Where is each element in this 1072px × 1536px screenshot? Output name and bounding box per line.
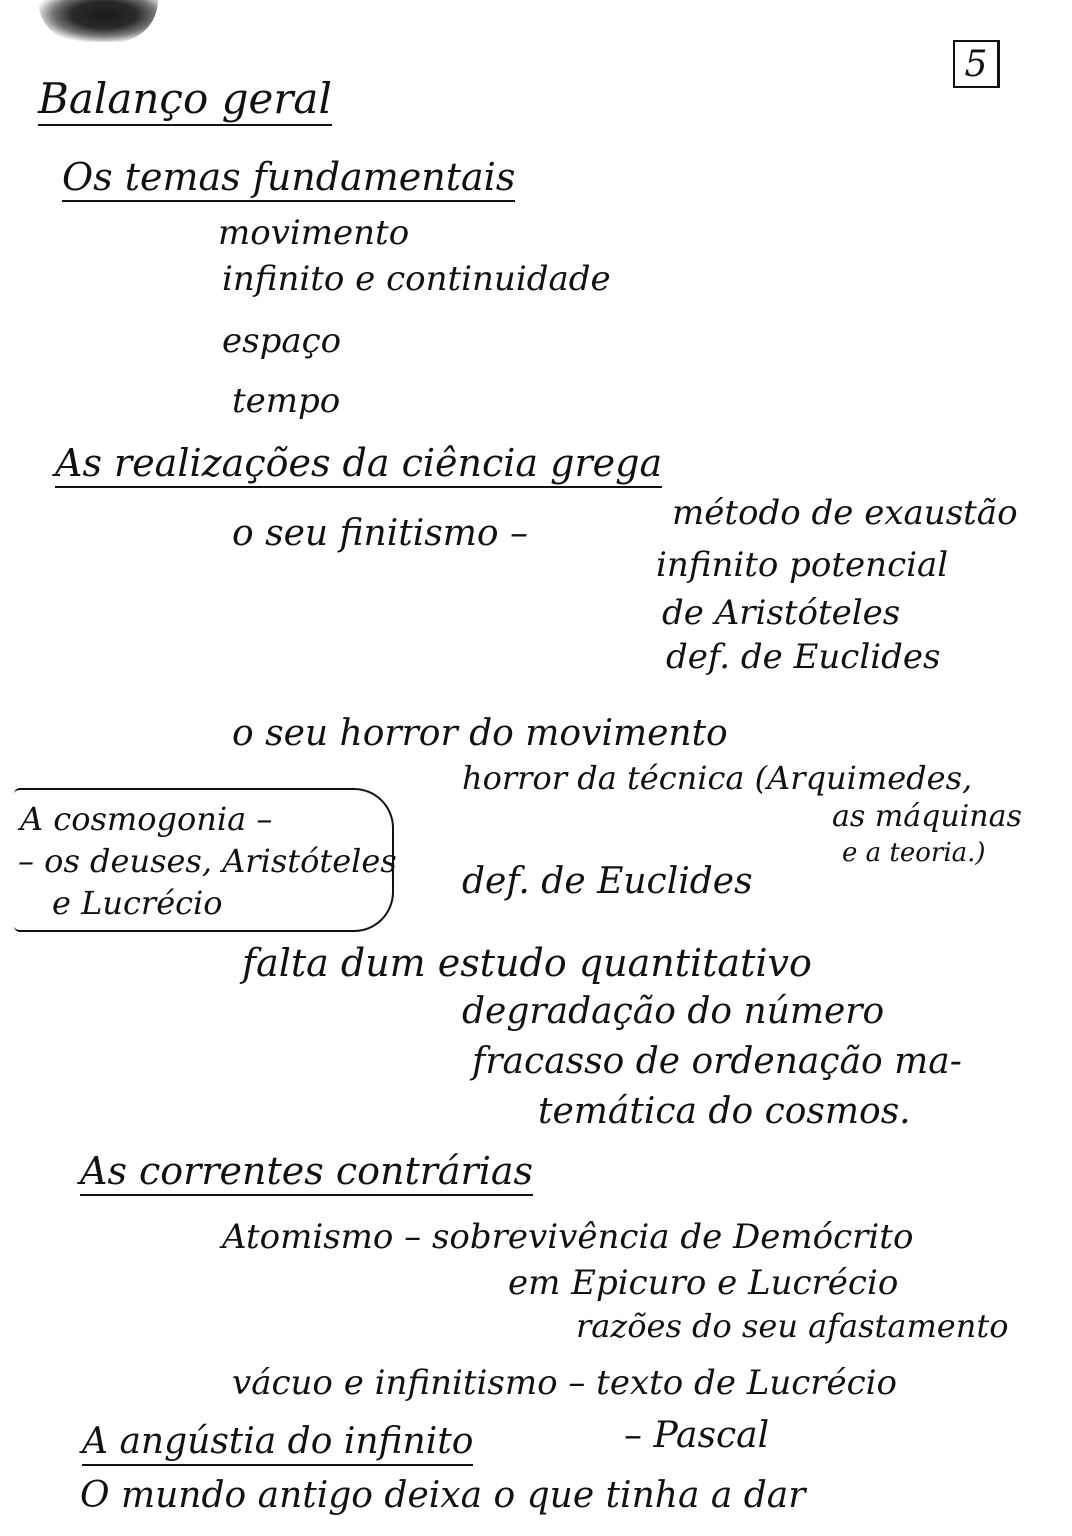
page-number-box: [953, 40, 1000, 88]
section-heading-temas: Os temas fundamentais: [62, 158, 515, 202]
atomismo-note: em Epicuro e Lucrécio: [508, 1263, 899, 1303]
falta-note: temática do cosmos.: [538, 1091, 911, 1132]
falta-note: fracasso de ordenação ma-: [472, 1041, 962, 1082]
horror-tecnica-line: horror da técnica (Arquimedes,: [462, 759, 973, 797]
tema-item: espaço: [222, 321, 342, 361]
pascal-label: – Pascal: [624, 1415, 770, 1456]
page-number: 5: [964, 43, 988, 85]
atomismo-note: razões do seu afastamento: [576, 1307, 1009, 1345]
ink-smudge: [38, 0, 158, 42]
finitismo-note: infinito potencial: [656, 545, 949, 585]
atomismo-line: Atomismo – sobrevivência de Demócrito: [222, 1217, 914, 1257]
finitismo-line: o seu finitismo –: [232, 513, 528, 554]
section-heading-angustia: A angústia do infinito: [82, 1424, 473, 1466]
horror-tecnica-cont: as máquinas: [832, 799, 1022, 834]
falta-note: degradação do número: [462, 991, 885, 1032]
cosmogonia-line: A cosmogonia –: [20, 800, 273, 838]
tema-item: movimento: [218, 213, 410, 253]
def-euclides-line: def. de Euclides: [462, 861, 753, 902]
falta-line: falta dum estudo quantitativo: [242, 941, 812, 985]
page-title: Balanço geral: [38, 78, 332, 126]
cosmogonia-line: – os deuses, Aristóteles: [18, 842, 397, 880]
finitismo-note: método de exaustão: [672, 493, 1018, 533]
horror-line: o seu horror do movimento: [232, 713, 728, 754]
finitismo-note: de Aristóteles: [662, 593, 901, 633]
finitismo-note: def. de Euclides: [666, 637, 941, 677]
tema-item: tempo: [232, 381, 341, 421]
section-heading-realizacoes: As realizações da ciência grega: [55, 444, 662, 488]
horror-tecnica-cont: e a teoria.): [842, 838, 986, 868]
tema-item: infinito e continuidade: [222, 259, 611, 299]
cosmogonia-line: e Lucrécio: [52, 884, 223, 922]
section-heading-correntes: As correntes contrárias: [80, 1152, 533, 1196]
last-line: O mundo antigo deixa o que tinha a dar: [80, 1475, 806, 1516]
vacuo-line: vácuo e infinitismo – texto de Lucrécio: [232, 1363, 898, 1403]
